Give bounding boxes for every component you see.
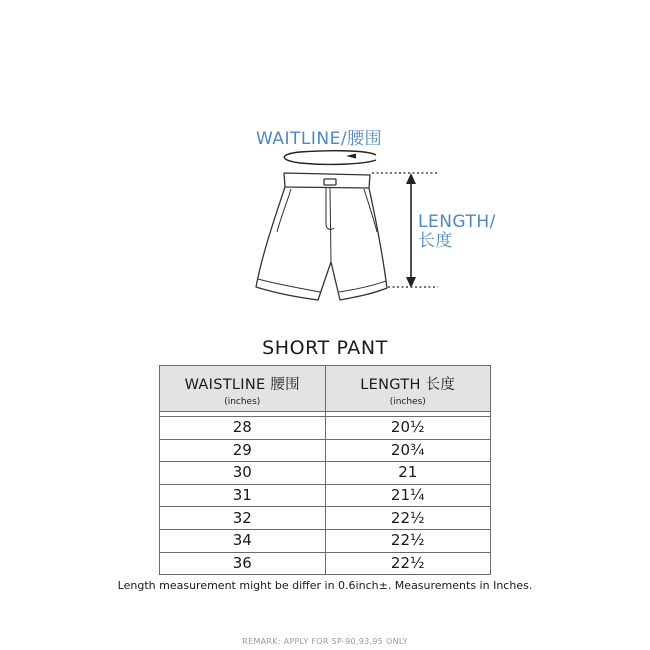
waist-cell: 28 [160,417,326,440]
length-header-unit: (inches) [389,397,426,407]
length-cell: 21¼ [325,484,491,507]
length-label-cn: 长度 [418,231,453,251]
waist-cell: 36 [160,552,326,575]
waist-cell: 29 [160,439,326,462]
table-row [160,507,491,530]
length-label [418,213,496,251]
size-table [159,365,491,575]
length-label-en: LENGTH/ [418,212,496,232]
waist-arrow-icon [284,151,376,165]
waistline-header-unit: (inches) [224,397,261,407]
length-header-label: LENGTH 长度 [360,377,456,393]
table-row [160,417,491,440]
waist-cell: 32 [160,507,326,530]
length-cell: 20½ [325,417,491,440]
remark-text: REMARK: APPLY FOR SP-90,93,95 ONLY [242,637,408,646]
length-cell: 22½ [325,507,491,530]
waistline-header-label: WAISTLINE 腰围 [184,377,300,393]
waist-cell: 34 [160,529,326,552]
measurement-note: Length measurement might be differ in 0.6inch±. Measurements in Inches. [117,579,533,592]
shorts-diagram-svg [0,0,650,320]
length-column-header [325,366,491,412]
waist-cell: 30 [160,462,326,485]
length-cell: 22½ [325,552,491,575]
table-row [160,552,491,575]
shorts-icon [256,173,387,300]
measurement-diagram [0,0,650,320]
table-row [160,462,491,485]
size-table-title: SHORT PANT [262,337,388,359]
length-cell: 20¾ [325,439,491,462]
waistline-column-header [160,366,326,412]
length-cell: 21 [325,462,491,485]
table-row [160,439,491,462]
waist-cell: 31 [160,484,326,507]
table-row [160,529,491,552]
table-row [160,484,491,507]
length-cell: 22½ [325,529,491,552]
waistline-label: WAITLINE/腰围 [256,129,383,149]
